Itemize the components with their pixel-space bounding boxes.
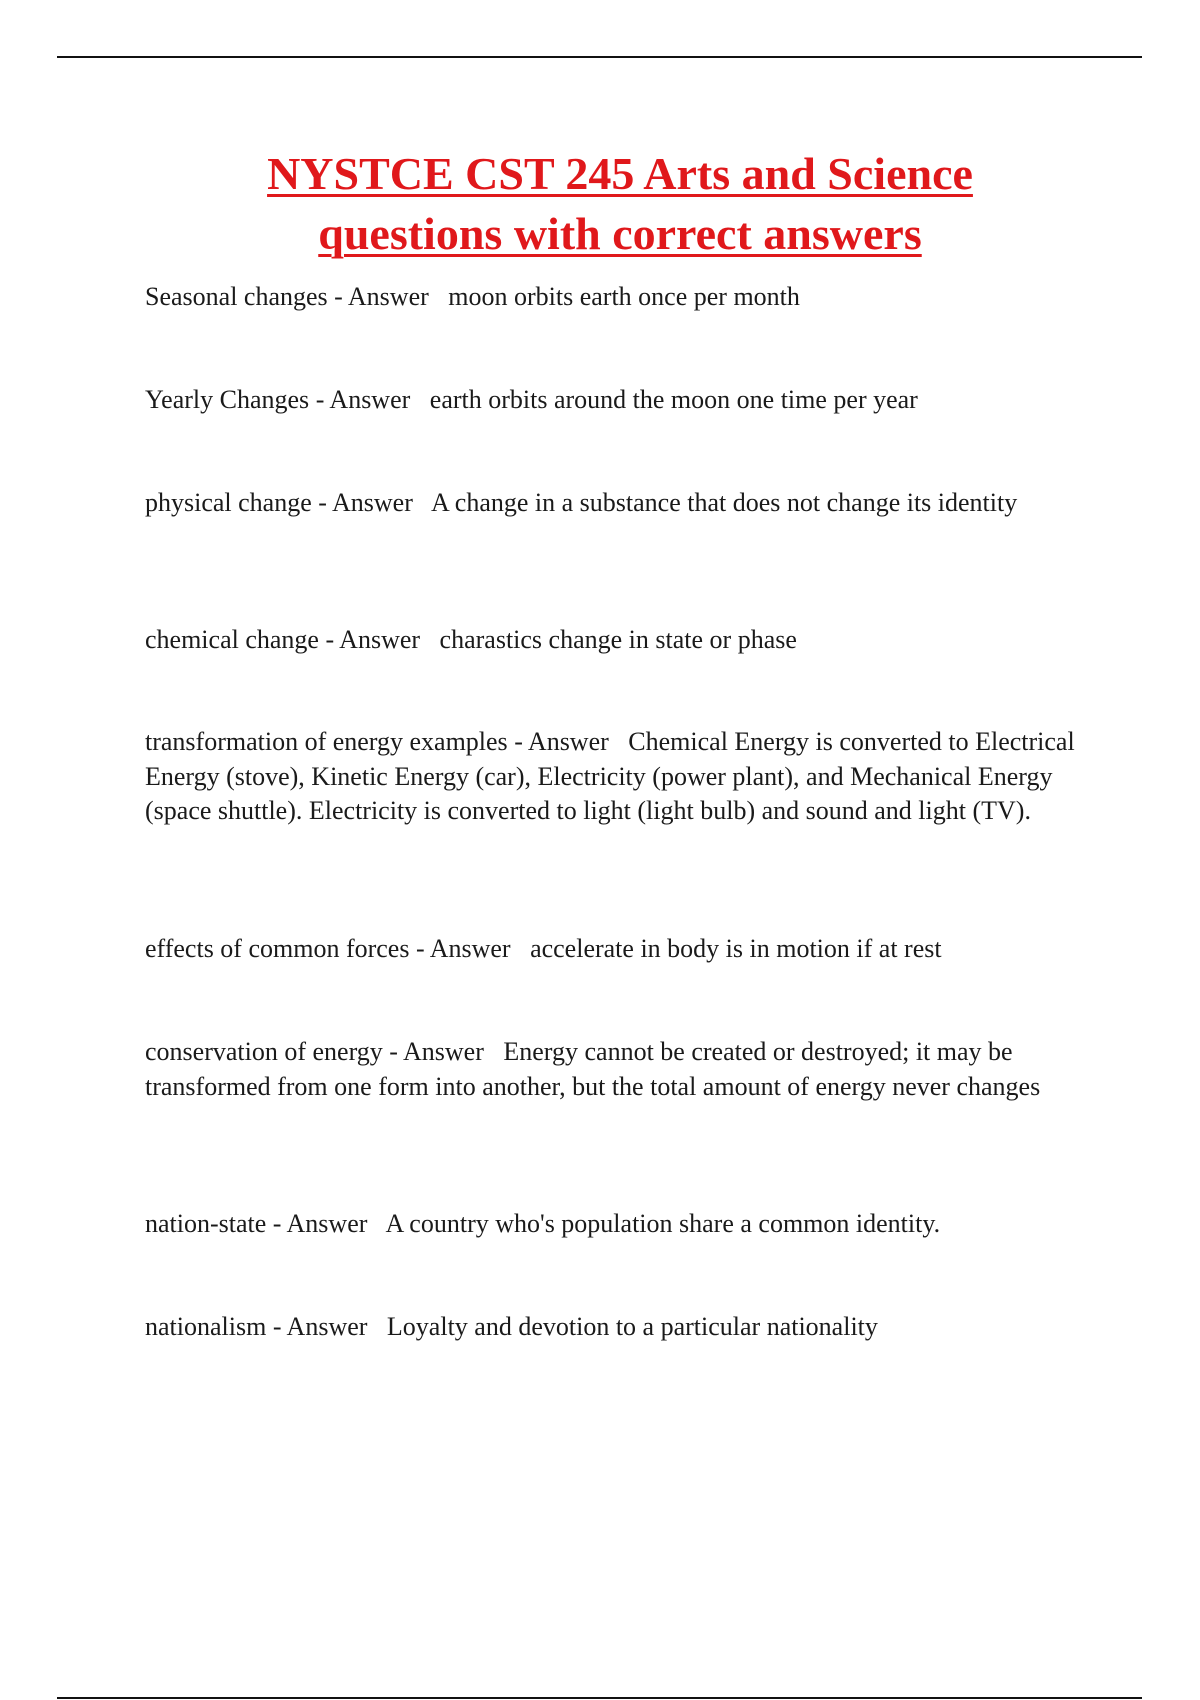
title-line-2: questions with correct answers [318, 208, 922, 259]
qa-answer: Chemical Energy is converted to Electrical Energy (stove), Kinetic Energy (car), Electricity (power plant), and Mechanical Energy (space shuttle). Electricity is converted to light (light bulb) and sound and light (TV). [145, 727, 1075, 825]
qa-item-chemical-change [145, 623, 1090, 658]
qa-separator: - Answer [382, 1037, 504, 1066]
qa-answer: earth orbits around the moon one time per year [429, 385, 918, 414]
qa-item-physical-change [145, 486, 1090, 521]
qa-separator: - Answer [309, 385, 430, 414]
qa-item-effects-of-common-forces [145, 932, 1090, 967]
qa-term: Seasonal changes [145, 282, 328, 311]
qa-item-seasonal-changes [145, 280, 1090, 315]
qa-item-yearly-changes [145, 383, 1090, 418]
qa-term: transformation of energy examples [145, 727, 508, 756]
qa-term: physical change [145, 488, 312, 517]
qa-answer: A country who's population share a common identity. [385, 1209, 941, 1238]
qa-separator: - Answer [266, 1312, 387, 1341]
qa-answer: charastics change in state or phase [439, 625, 797, 654]
document-title [140, 144, 1100, 264]
qa-item-nation-state [145, 1207, 1090, 1242]
qa-answer: A change in a substance that does not change its identity [430, 488, 1018, 517]
qa-term: chemical change [145, 625, 319, 654]
qa-term: nation-state [145, 1209, 267, 1238]
qa-term: nationalism [145, 1312, 267, 1341]
qa-answer: Loyalty and devotion to a particular nationality [386, 1312, 878, 1341]
qa-separator: - Answer [507, 727, 629, 756]
qa-item-transformation-of-energy [145, 725, 1090, 829]
qa-separator: - Answer [266, 1209, 386, 1238]
qa-item-conservation-of-energy [145, 1035, 1090, 1104]
qa-separator: - Answer [318, 625, 440, 654]
qa-answer: Energy cannot be created or destroyed; it may be transformed from one form into another, but the total amount of energy never changes [145, 1037, 1041, 1101]
qa-separator: - Answer [409, 934, 531, 963]
qa-separator: - Answer [327, 282, 449, 311]
top-rule [57, 56, 1142, 58]
bottom-rule [57, 1697, 1142, 1699]
qa-separator: - Answer [311, 488, 431, 517]
qa-term: Yearly Changes [145, 385, 310, 414]
qa-term: effects of common forces [145, 934, 410, 963]
qa-answer: moon orbits earth once per month [448, 282, 800, 311]
qa-item-nationalism [145, 1310, 1090, 1345]
qa-answer: accelerate in body is in motion if at rest [530, 934, 942, 963]
title-line-1: NYSTCE CST 245 Arts and Science [267, 148, 973, 199]
qa-term: conservation of energy [145, 1037, 383, 1066]
